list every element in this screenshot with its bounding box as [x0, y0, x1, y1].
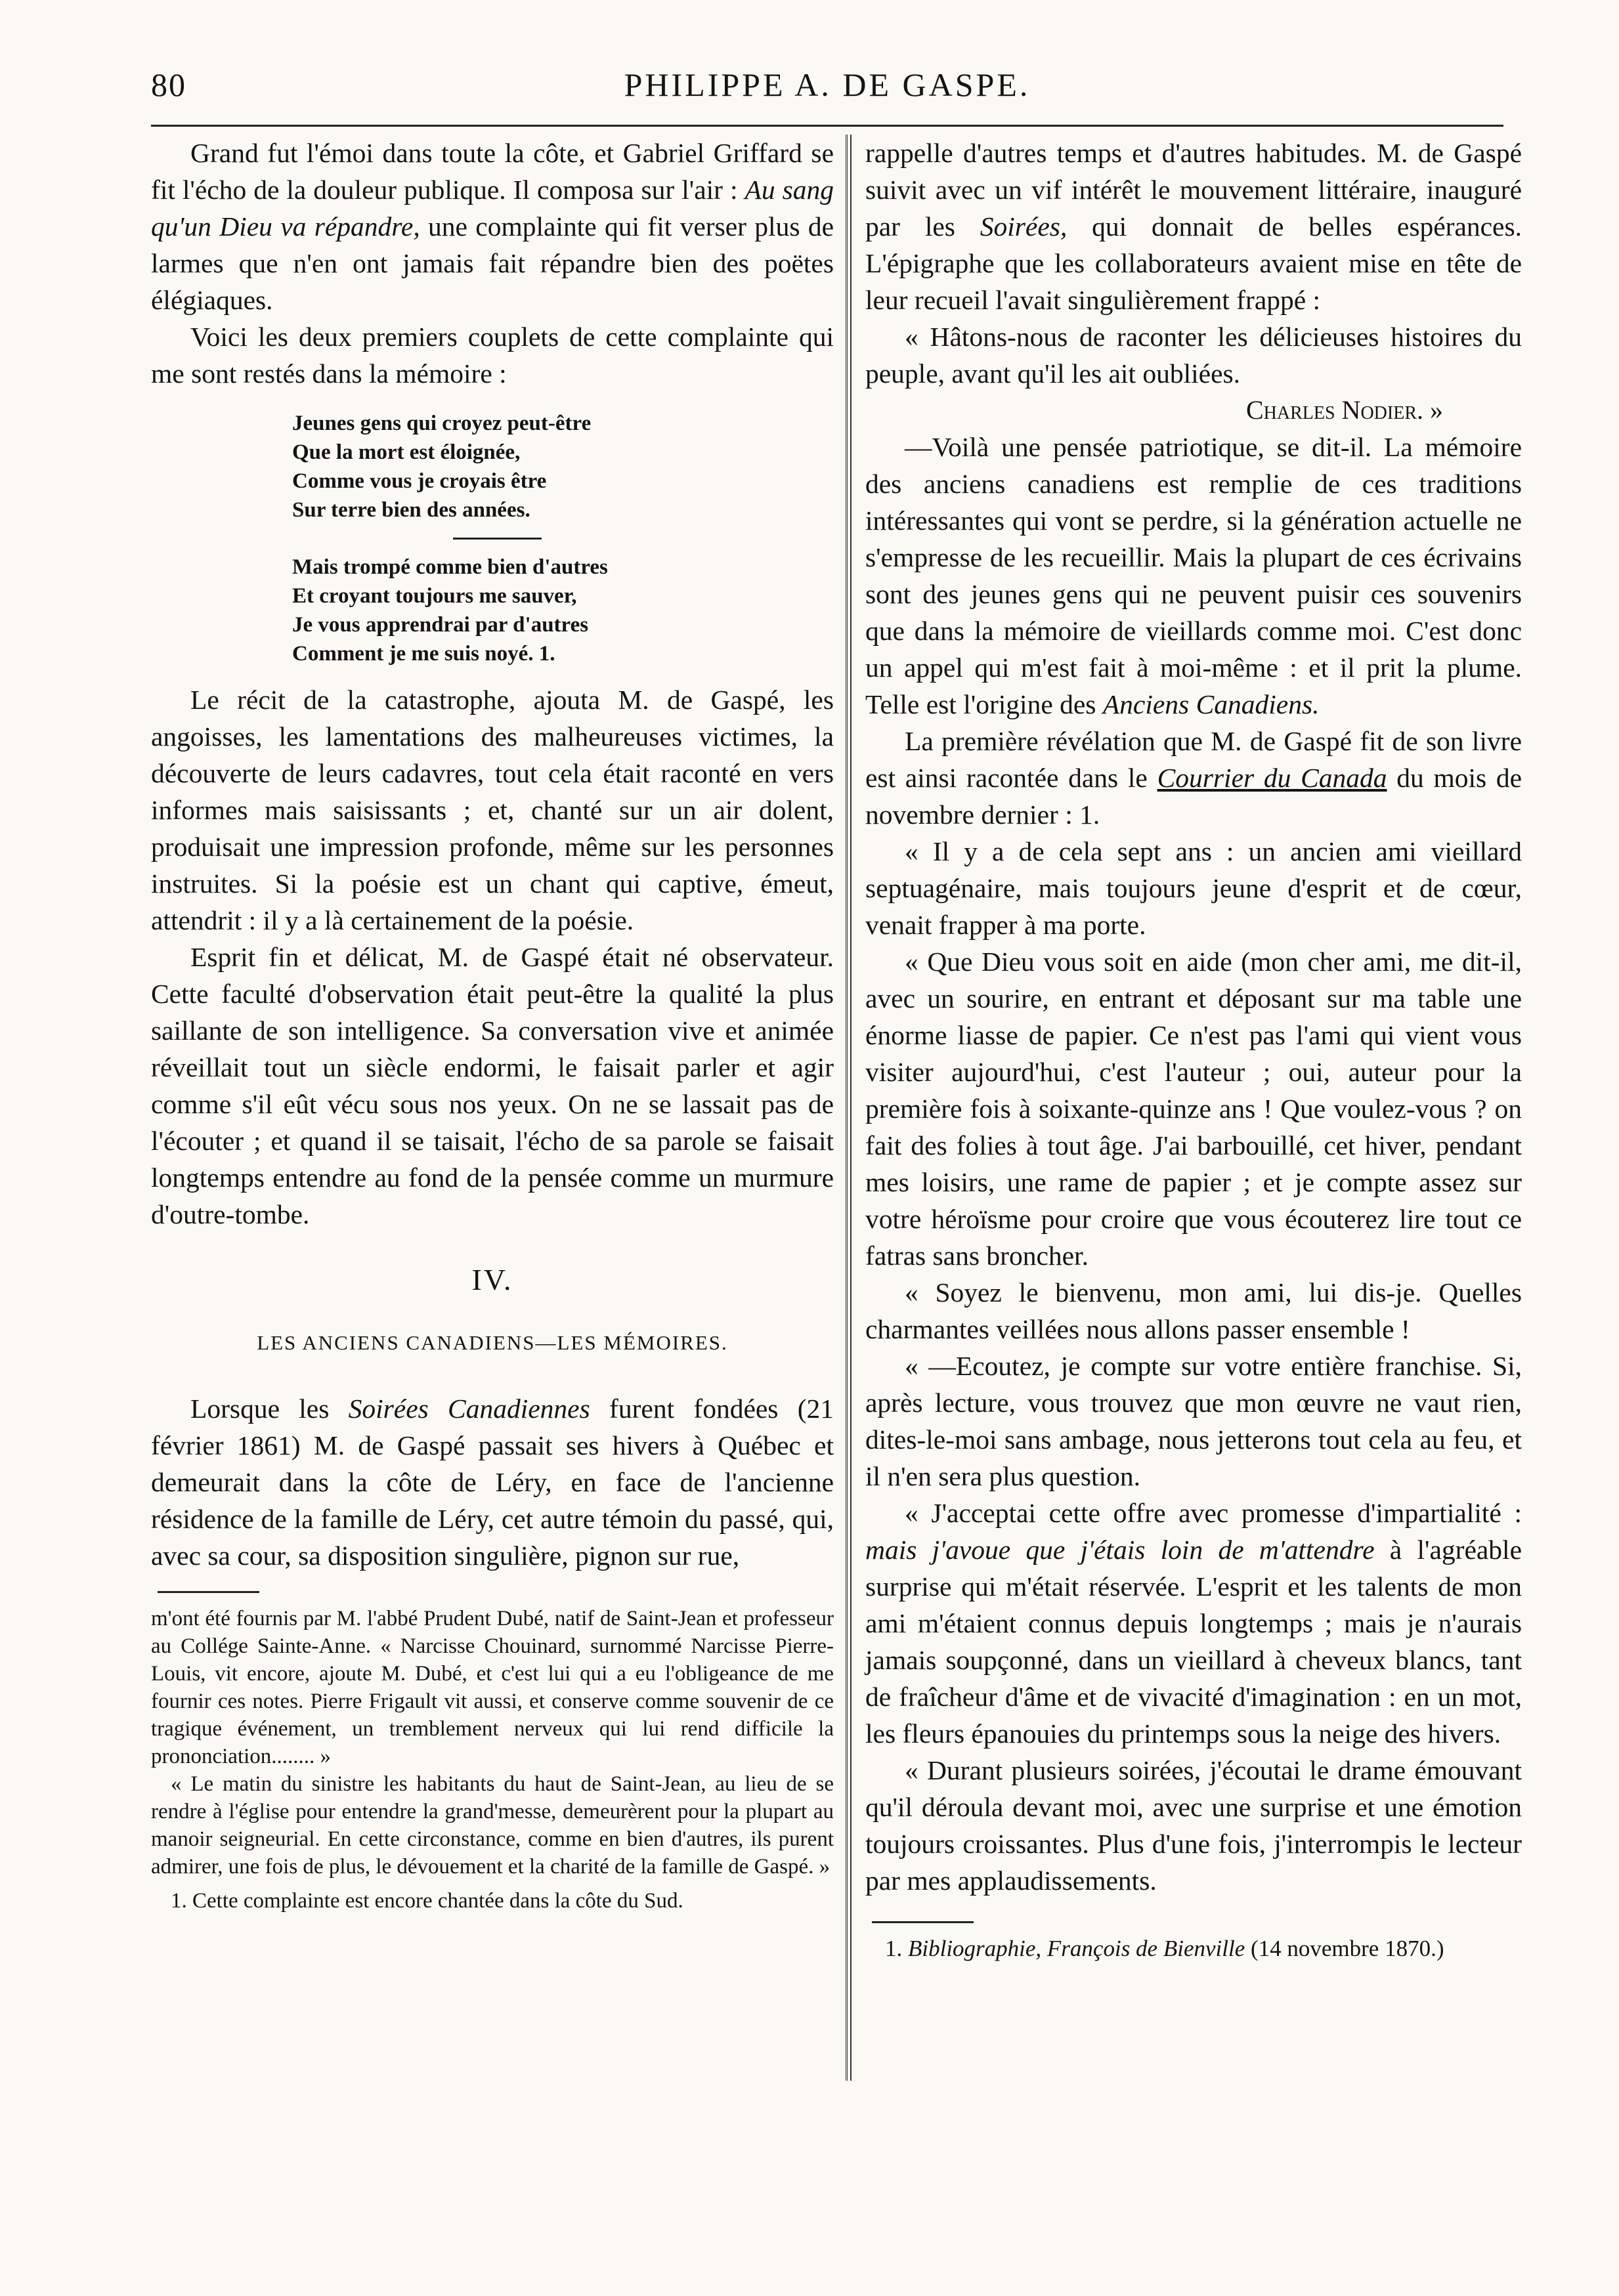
- poem-line: Comme vous je croyais être: [292, 469, 547, 493]
- page-number: 80: [151, 66, 186, 103]
- poem-line: Comment je me suis noyé. 1.: [292, 642, 555, 666]
- paragraph: —Voilà une pensée patriotique, se dit-il. La mémoire des anciens canadiens est remplie de ces traditions intéressantes qui vont se perdre, si la génération actuelle ne s'empresse de les recueillir. Mais la plupart de ces écrivains sont des jeunes gens qui ne peuvent puisir ces souvenirs que dans la mémoire de vieillards comme moi. C'est donc un appel qui m'est fait à moi-même : et il prit la plume. Telle est l'origine des Anciens Canadiens.: [865, 432, 1522, 719]
- footnote: 1. Bibliographie, François de Bienville (14 novembre 1870.): [885, 1936, 1444, 1961]
- poem-line: Que la mort est éloignée,: [292, 440, 521, 464]
- footnotes: [151, 1605, 834, 1915]
- paragraph: rappelle d'autres temps et d'autres habitudes. M. de Gaspé suivit avec un vif intérêt le mouvement littéraire, inauguré par les Soirées, qui donnait de belles espérances. L'épigraphe que les collaborateurs avaient mise en tête de leur recueil l'avait singulièrement frappé :: [865, 138, 1522, 315]
- paragraph: « Durant plusieurs soirées, j'écoutai le drame émouvant qu'il déroula devant moi, avec une surprise et une émotion toujours croissantes. Plus d'une fois, j'interrompis le lecteur par mes applaudissements.: [865, 1755, 1522, 1896]
- footnote: 1. Cette complainte est encore chantée dans la côte du Sud.: [171, 1889, 683, 1913]
- left-column: [151, 135, 834, 1915]
- paragraph: Le récit de la catastrophe, ajouta M. de Gaspé, les angoisses, les lamentations des malheureuses victimes, la découverte de leurs cadavres, tout cela était raconté en vers informes mais saisissants ; et, chanté sur un air dolent, produisait une impression profonde, même sur les personnes instruites. Si la poésie est un chant qui captive, émeut, attendrit : il y a là certainement de la poésie.: [151, 685, 834, 935]
- poem-line: Et croyant toujours me sauver,: [292, 584, 577, 608]
- paragraph: « Que Dieu vous soit en aide (mon cher ami, me dit-il, avec un sourire, en entrant et déposant sur ma table une énorme liasse de papier. Ce n'est pas l'ami qui vient vous visiter aujourd'hui, c'est l'auteur ; oui, auteur pour la première fois à soixante-quinze ans ! Que voulez-vous ? on fait des folies à tout âge. J'ai barbouillé, cet hiver, pendant mes loisirs, une rame de papier ; et je compte assez sur votre héroïsme pour croire que vous écouterez lire tout ce fatras sans broncher.: [865, 946, 1522, 1271]
- footnote: « Le matin du sinistre les habitants du haut de Saint-Jean, au lieu de se rendre à l'église pour entendre la grand'messe, demeurèrent pour la plupart au manoir seigneurial. En cette circonstance, comme en bien d'autres, ils purent admirer, une fois de plus, le dévouement et la charité de la famille de Gaspé. »: [151, 1772, 834, 1879]
- paragraph: « —Ecoutez, je compte sur votre entière franchise. Si, après lecture, vous trouvez que mon œuvre ne vaut rien, dites-le-moi sans ambage, nous jetterons tout cela au feu, et il n'en sera plus question.: [865, 1351, 1522, 1491]
- quotation: « Hâtons-nous de raconter les délicieuses histoires du peuple, avant qu'il les ait oubliées.: [865, 322, 1522, 389]
- paragraph: « Soyez le bienvenu, mon ami, lui dis-je. Quelles charmantes veillées nous allons passer ensemble !: [865, 1277, 1522, 1344]
- paragraph: La première révélation que M. de Gaspé fit de son livre est ainsi racontée dans le Courrier du Canada du mois de novembre dernier : 1.: [865, 726, 1522, 830]
- right-column: [865, 135, 1522, 1964]
- section-title: LES ANCIENS CANADIENS—LES MÉMOIRES.: [257, 1331, 728, 1354]
- page-header: [151, 66, 1503, 118]
- poem-line: Sur terre bien des années.: [292, 498, 530, 522]
- paragraph: Grand fut l'émoi dans toute la côte, et Gabriel Griffard se fit l'écho de la douleur publique. Il composa sur l'air : Au sang qu'un Dieu va répandre, une complainte qui fit verser plus de larmes que n'en ont jamais fait répandre bien des poëtes élégiaques.: [151, 138, 834, 315]
- quote-attribution: Charles Nodier. »: [1245, 395, 1443, 425]
- poem-stanza-1: [292, 409, 834, 524]
- paragraph: « Il y a de cela sept ans : un ancien ami vieillard septuagénaire, mais toujours jeune d'esprit et de cœur, venait frapper à ma porte.: [865, 836, 1522, 940]
- paragraph: « J'acceptai cette offre avec promesse d'impartialité : mais j'avoue que j'étais loin de m'attendre à l'agréable surprise qui m'était réservée. L'esprit et les talents de mon ami m'étaient connus depuis longtemps ; mais je n'aurais jamais soupçonné, dans un vieillard à cheveux blancs, tant de fraîcheur d'âme et de vivacité d'imagination : en un mot, les fleurs épanouies du printemps sous la neige des hivers.: [865, 1498, 1522, 1749]
- paragraph: Lorsque les Soirées Canadiennes furent fondées (21 février 1861) M. de Gaspé passait ses hivers à Québec et demeurait dans la côte de Léry, en face de l'ancienne résidence de la famille de Léry, cet autre témoin du passé, qui, avec sa cour, sa disposition singulière, pignon sur rue,: [151, 1393, 834, 1571]
- poem-line: Je vous apprendrai par d'autres: [292, 613, 589, 637]
- header-rule: [151, 125, 1503, 127]
- running-title: PHILIPPE A. DE GASPE.: [624, 66, 1031, 103]
- footnote: m'ont été fournis par M. l'abbé Prudent Dubé, natif de Saint-Jean et professeur au Collége Sainte-Anne. « Narcisse Chouinard, surnommé Narcisse Pierre-Louis, vit encore, ajoute M. Dubé, et c'est lui qui a eu l'obligeance de me fournir ces notes. Pierre Frigault vit aussi, et conserve comme souvenir de ce tragique événement, un tremblement nerveux qui lui rend difficile la prononciation........ »: [151, 1607, 834, 1768]
- column-divider: [846, 135, 852, 2081]
- footnote-rule: [872, 1921, 974, 1923]
- paragraph: Esprit fin et délicat, M. de Gaspé était né observateur. Cette faculté d'observation était peut-être la qualité la plus saillante de son intelligence. Sa conversation vive et animée réveillait tout un siècle endormi, le faisait parler et agir comme s'il eût vécu sous nos yeux. On ne se lassait pas de l'écouter ; et quand il se taisait, l'écho de sa parole se faisait longtemps entendre au fond de la pensée comme un murmure d'outre-tombe.: [151, 942, 834, 1229]
- poem-line: Mais trompé comme bien d'autres: [292, 555, 608, 579]
- footnote-rule: [158, 1591, 259, 1593]
- section-number: IV.: [471, 1263, 513, 1296]
- paragraph: Voici les deux premiers couplets de cette complainte qui me sont restés dans la mémoire :: [151, 322, 834, 389]
- poem-line: Jeunes gens qui croyez peut-être: [292, 412, 592, 435]
- stanza-rule: [453, 538, 542, 540]
- poem-stanza-2: [292, 553, 834, 668]
